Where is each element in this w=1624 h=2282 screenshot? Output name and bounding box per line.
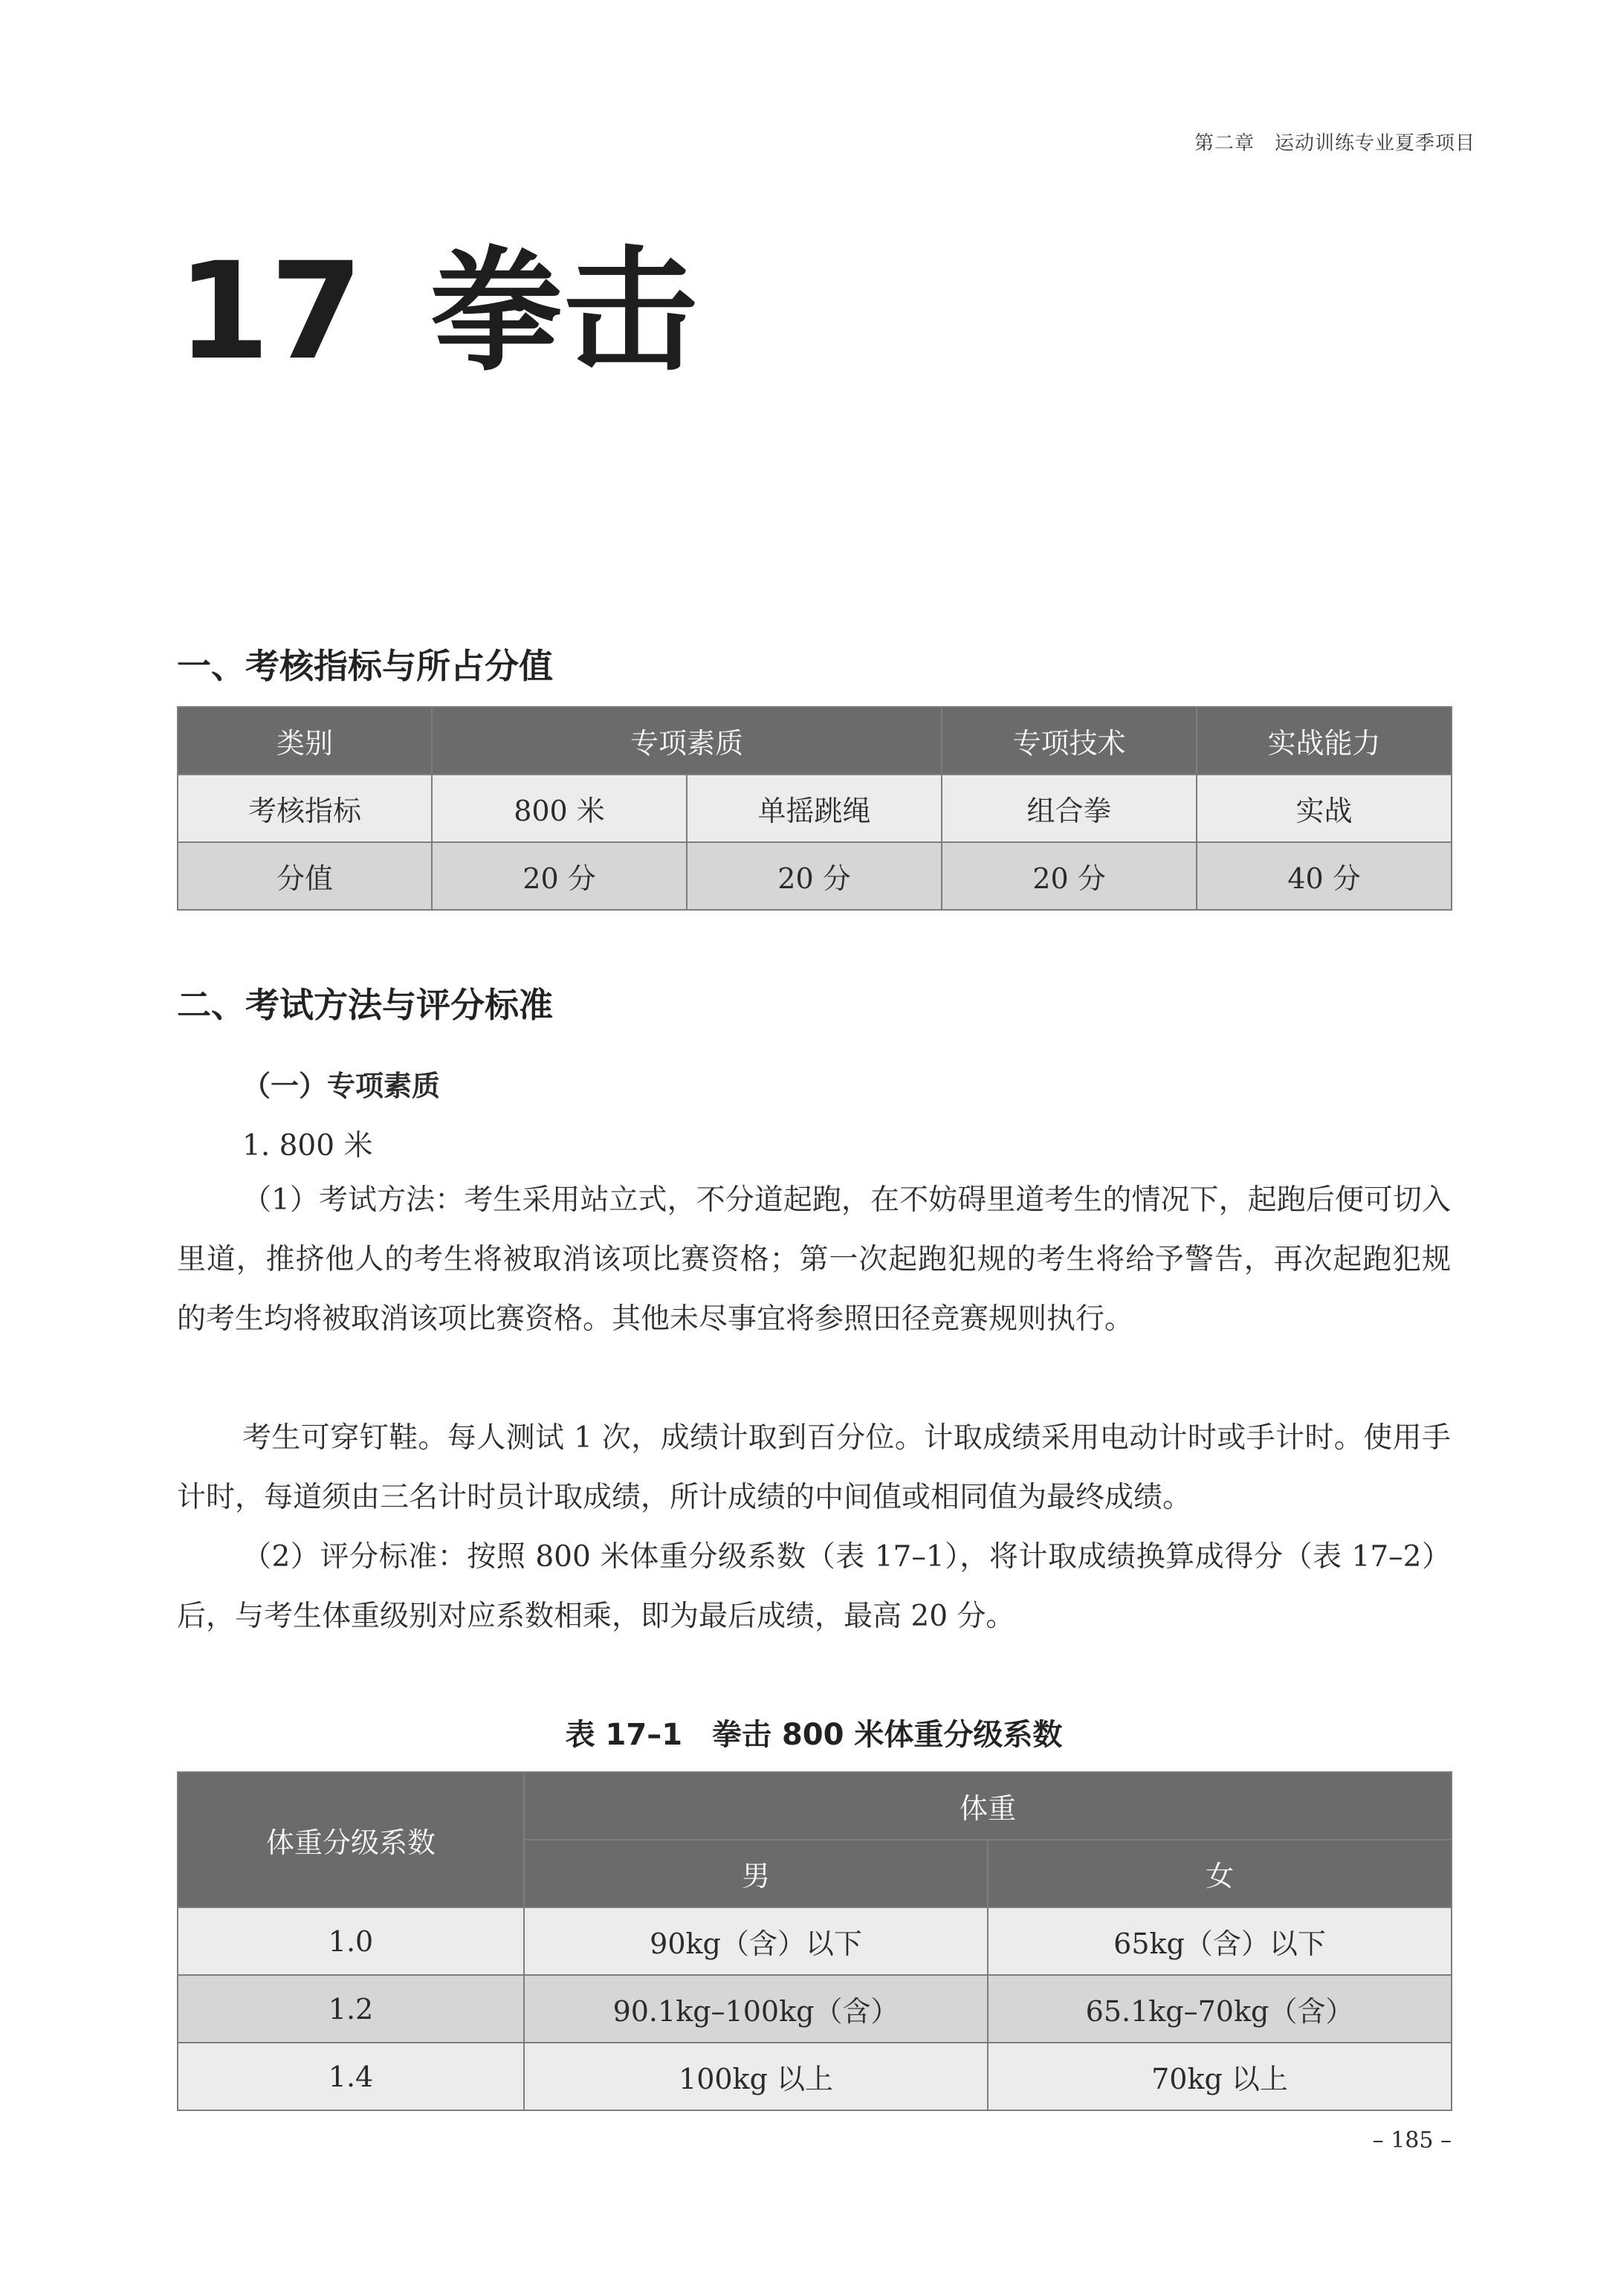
header-cell: 专项素质 [432, 707, 942, 775]
table-cell: 20 分 [942, 842, 1197, 910]
running-head: 第二章 运动训练专业夏季项目 [1194, 132, 1475, 155]
table-cell: 组合拳 [942, 775, 1197, 842]
subheading: （一）专项素质 [242, 1070, 441, 1102]
header-cell: 体重分级系数 [178, 1772, 524, 1907]
table-cell: 单摇跳绳 [687, 775, 942, 842]
paragraph-test-method: （1）考试方法：考生采用站立式，不分道起跑，在不妨碍里道考生的情况下，起跑后便可切入里道，推挤他人的考生将被取消该项比赛资格；第一次起跑犯规的考生将给予警告，再次起跑犯规的考生均将被取消该项比赛资格。其他未尽事宜将参照田径竞赛规则执行。 [177, 1183, 1451, 1336]
header-cell: 体重 [524, 1772, 1452, 1840]
table-row [178, 1975, 1452, 2043]
weight-coefficient-table [177, 1771, 1452, 2111]
table-row [178, 775, 1452, 842]
table-cell: 1.4 [178, 2043, 524, 2110]
section-heading-1: 一、考核指标与所占分值 [177, 646, 553, 686]
chapter-name: 拳击 [430, 234, 698, 390]
table-cell: 考核指标 [178, 775, 432, 842]
table-header-row [178, 707, 1452, 775]
paragraph-timing: 考生可穿钉鞋。每人测试 1 次，成绩计取到百分位。计取成绩采用电动计时或手计时。使用手计时，每道须由三名计时员计取成绩，所计成绩的中间值或相同值为最终成绩。 [177, 1421, 1451, 1514]
table-cell: 70kg 以上 [988, 2043, 1452, 2110]
table-row [178, 2043, 1452, 2110]
table-cell: 65kg（含）以下 [988, 1907, 1452, 1975]
table-cell: 实战 [1197, 775, 1452, 842]
chapter-title [177, 234, 698, 390]
table-cell: 800 米 [432, 775, 687, 842]
table-cell: 20 分 [432, 842, 687, 910]
table-cell: 90.1kg–100kg（含） [524, 1975, 988, 2043]
header-cell: 实战能力 [1197, 707, 1452, 775]
table-row [178, 1907, 1452, 1975]
table-cell: 20 分 [687, 842, 942, 910]
table-cell: 分值 [178, 842, 432, 910]
header-cell: 男 [524, 1840, 988, 1907]
paragraph-scoring: （2）评分标准：按照 800 米体重分级系数（表 17–1），将计取成绩换算成得分（表 17–2）后，与考生体重级别对应系数相乘，即为最后成绩，最高 20 分。 [177, 1540, 1451, 1633]
table-header-row [178, 1772, 1452, 1840]
item-title: 1. 800 米 [242, 1129, 373, 1163]
table-cell: 1.0 [178, 1907, 524, 1975]
table-caption: 表 17–1 拳击 800 米体重分级系数 [565, 1718, 1063, 1752]
page-number: – 185 – [1372, 2127, 1452, 2153]
table-cell: 65.1kg–70kg（含） [988, 1975, 1452, 2043]
header-cell: 女 [988, 1840, 1452, 1907]
table-cell: 1.2 [178, 1975, 524, 2043]
header-cell: 专项技术 [942, 707, 1197, 775]
section-heading-2: 二、考试方法与评分标准 [177, 985, 553, 1025]
header-cell: 类别 [178, 707, 432, 775]
score-allocation-table [177, 706, 1452, 911]
table-cell: 90kg（含）以下 [524, 1907, 988, 1975]
table-cell: 100kg 以上 [524, 2043, 988, 2110]
table-cell: 40 分 [1197, 842, 1452, 910]
table-row [178, 842, 1452, 910]
chapter-number: 17 [177, 234, 363, 390]
